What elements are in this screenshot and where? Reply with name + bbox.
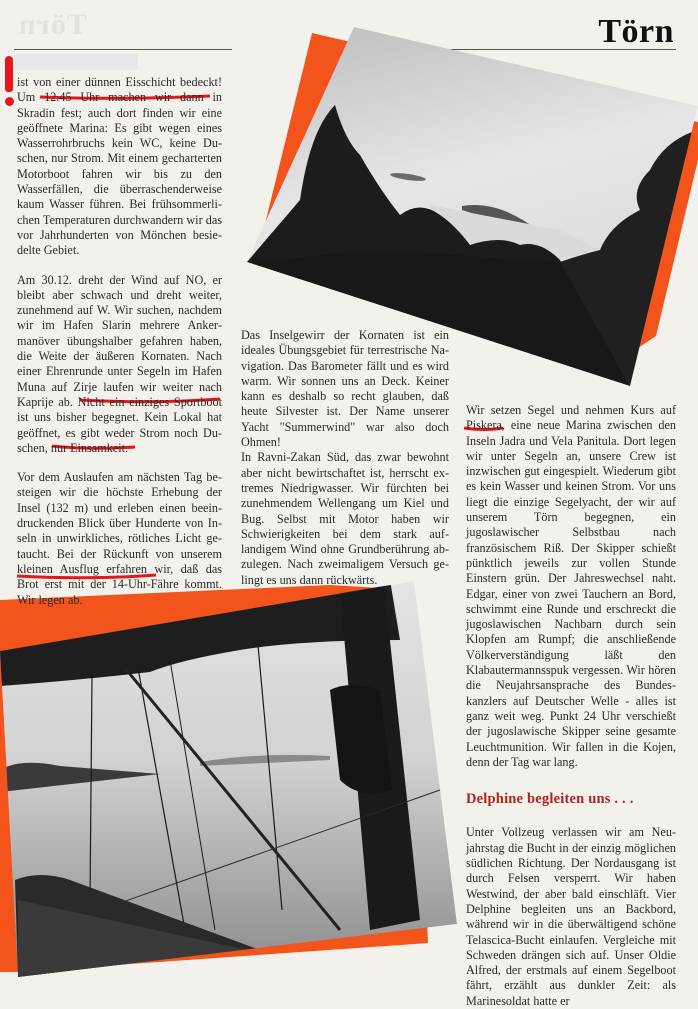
- text: ! Um 12.45 Uhr machen wir dann in Skradin fest; auch dort finden wir eine geöffnete Marina: Es gibt wegen eines Wasserrohrbruchs kein WC, keine Duschen, nur Strom. Mit einem gecharterten Motorboot fahren wir bis zu den Wasserfällen, die überraschenderweise kaum Wasser führen. Bei frühsommerlichen Temperaturen durchwandern wir das vor Jahrhunderten von Mönchen besiedelte Gebiet.: [17, 75, 223, 258]
- col1-paragraph-3: [17, 470, 222, 608]
- col3-paragraph-1: [466, 403, 676, 770]
- text: ist: [17, 75, 34, 89]
- text: , eine neue Marina zwischen den Inseln Jadra und Vela Panitula. Dort legen wir unter Segeln an, unsere Crew ist inzwischen gut eingespielt. Wiederum gibt es kein Wasser und keinen Strom. Vor uns liegt die einzige Segelyacht, der wir auf unserem Törn begegnen, ein jugoslawischer Selbstbau nach französischem Riß. Der Skipper schießt pünktlich jeweils zur vollen Stunde Einstern grün. Der Jahreswechsel naht. Edgar, einer von zwei Tauchern an Bord, schwimmt eine Runde und erschreckt die jugoslawischen Nachbarn durch sein Klopfen am Rumpf; die anschließende Völkerverständigung läßt den Klabautermannsspuk vergessen. Wir hören die Neujahrsansprache des Bundeskanzlers auf Deutscher Welle - alles ist ganz weit weg. Punkt 24 Uhr verschießt der jugoslawische Skipper seine gesamte Leuchtmunition. Wir fallen in die Kojen, denn der Tag war lang.: [466, 418, 676, 769]
- page-title: Törn: [598, 13, 674, 50]
- col2-paragraph-2: In Ravni-Zakan Süd, das zwar bewohnt aber nicht bewirtschaftet ist, herrscht extremes Niedrigwasser. Wir fürchten bei zunehmendem Wellengang um Kiel und Bug. Selbst mit Motor haben wir Schwierigkeiten bei dem stark auflandigem Wind ohne Grundberührung abzulegen. Nach zweimaligem Versuch gelingt es uns dann rückwärts.: [241, 450, 449, 587]
- ghost-mirrored-title: Törn: [18, 8, 88, 41]
- text: ist uns bisher begegnet. Kein Lokal hat geöffnet, es gibt weder Strom noch Duschen,: [17, 410, 222, 455]
- text: Vor dem Auslaufen am nächsten Tag besteigen wir die höchste Erhebung der Insel (132 m) und erleben einen beeindruckenden Blick über Hunderte von Inseln in unwirkliches, rötliches Licht getaucht. Bei der Rückunft von unserem kleinen Ausflug erfahren wir, daß das: [17, 470, 222, 576]
- section-subheading: Delphine begleiten uns . . .: [466, 791, 634, 808]
- col1-paragraph-2: [17, 273, 222, 457]
- bottom-photo: [0, 580, 457, 977]
- highlighted-phrase: Piskera: [466, 418, 502, 433]
- text: ähre kommt. Wir legen ab.: [17, 577, 222, 607]
- highlighted-phrase: von einer dünnen Eisschicht bedeckt: [33, 75, 218, 89]
- highlighted-phrase: Nicht ein einziges Sportboot: [77, 394, 222, 409]
- exclamation-dot: [5, 97, 14, 106]
- col3-paragraph-2: Unter Vollzeug verlassen wir am Neujahrstag die Bucht in der einzig möglichen südlichen Richtung. Der Nordausgang ist durch Felsen versperrt. Wir haben Westwind, der aber bald einschläft. Vier Delphine begleiten uns an Backbord, während wir in die überwältigend schöne Telascica-Bucht einlaufen. Vergleiche mit Schweden drängen sich auf. Unser Oldie Alfred, der erstmals auf einem Segelboot fährt, erzählt aus dunkler Zeit: als Marinesoldat hatte er: [466, 825, 676, 1008]
- highlighted-phrase: nur Einsamkeit: [50, 440, 125, 455]
- red-exclamation-mark: [2, 54, 16, 110]
- col1-paragraph-1: [17, 75, 222, 259]
- column-3: [466, 403, 676, 1009]
- highlighted-phrase: Brot erst mit der 14-Uhr-F: [17, 577, 158, 592]
- column-1: [17, 75, 222, 608]
- text: Wir setzen Segel und nehmen Kurs auf: [466, 403, 676, 417]
- exclamation-bar: [5, 56, 13, 92]
- column-2: [241, 328, 449, 588]
- text: Am 30.12. dreht der Wind auf NO, er bleibt aber schwach und dreht weiter, zunehmend auf W. Wir suchen, nachdem wir im Hafen Slarin mehrere Ankermanöver übungshalber gefahren haben, die Weite der äußeren Kornaten. Nach einer Ehrenrunde unter Segeln im Hafen Muna auf Zirje laufen wir weiter nach Kaprije ab.: [17, 272, 222, 409]
- text: .: [124, 440, 129, 455]
- col2-paragraph-1: Das Inselgewirr der Kornaten ist ein ideales Übungsgebiet für terrestrische Navigation. Das Barometer fällt und es wird warm. Wir sonnen uns an Deck. Keiner kann es deshalb so recht glauben, daß heute Silvester ist. Der Name unserer Yacht "Summerwind" war also doch Ohmen!: [241, 328, 449, 450]
